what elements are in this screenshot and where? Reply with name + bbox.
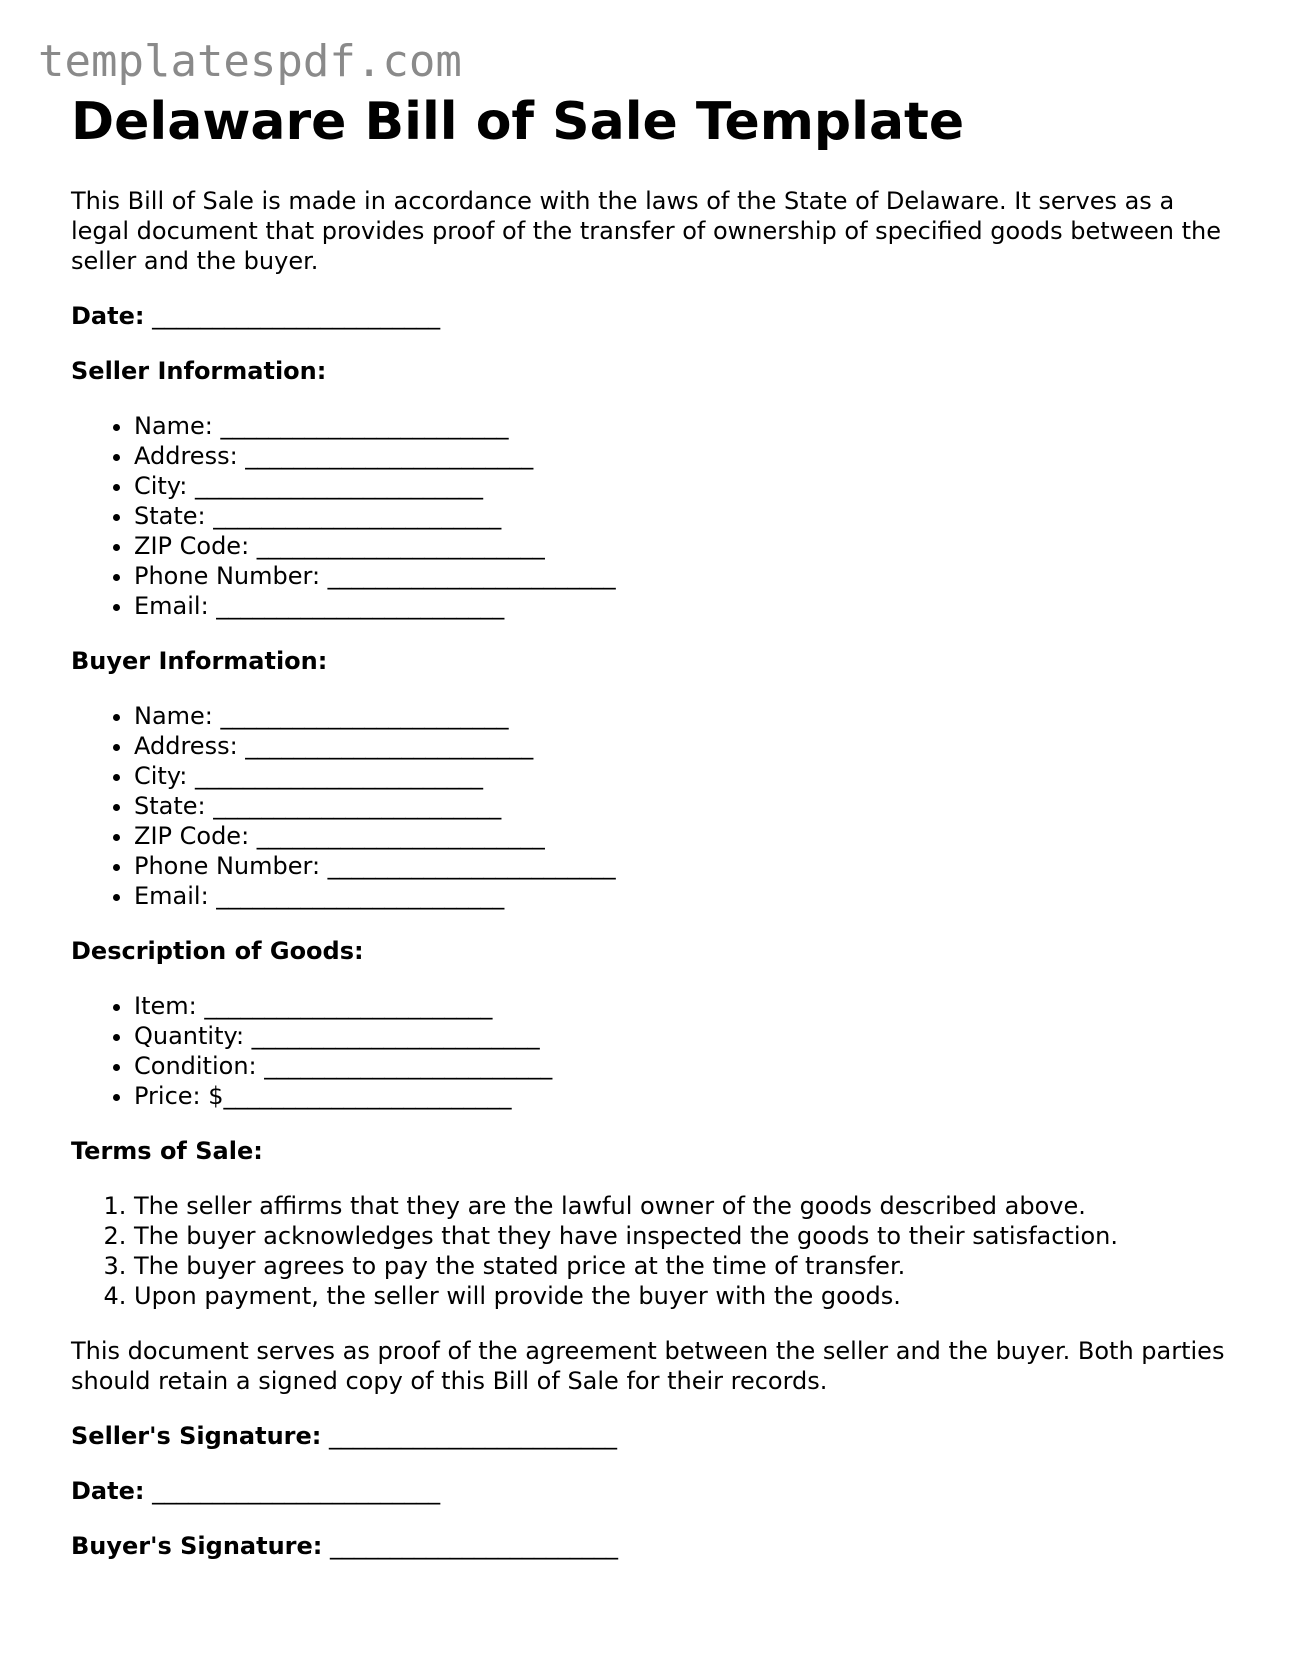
terms-list — [71, 1191, 1231, 1311]
goods-quantity-field: • Quantity: ________________________ — [134, 1021, 1231, 1051]
goods-price-field: • Price: $________________________ — [134, 1081, 1231, 1111]
buyer-address-field: • Address: ________________________ — [134, 731, 1231, 761]
seller-heading: Seller Information: — [71, 357, 327, 385]
terms-item: 4. Upon payment, the seller will provide the buyer with the goods. — [134, 1281, 1231, 1311]
buyer-signature-label: Buyer's Signature: — [71, 1532, 323, 1560]
date-blank: ________________________ — [152, 302, 441, 330]
seller-address-field: • Address: ________________________ — [134, 441, 1231, 471]
buyer-zip-field: • ZIP Code: ________________________ — [134, 821, 1231, 851]
terms-heading: Terms of Sale: — [71, 1137, 263, 1165]
closing-paragraph: This document serves as proof of the agreement between the seller and the buyer. Both parties should retain a signed copy of this Bill of Sale for their records. — [71, 1337, 1225, 1395]
goods-heading: Description of Goods: — [71, 937, 364, 965]
buyer-fields-list — [71, 701, 1231, 911]
goods-fields-list — [71, 991, 1231, 1111]
seller-phone-field: • Phone Number: ________________________ — [134, 561, 1231, 591]
goods-condition-field: • Condition: ________________________ — [134, 1051, 1231, 1081]
seller-zip-field: • ZIP Code: ________________________ — [134, 531, 1231, 561]
terms-item: 3. The buyer agrees to pay the stated price at the time of transfer. — [134, 1251, 1231, 1281]
buyer-signature-blank: ________________________ — [330, 1532, 619, 1560]
terms-item: 1. The seller affirms that they are the lawful owner of the goods described above. — [134, 1191, 1231, 1221]
date-field-bottom — [71, 1476, 1231, 1506]
seller-state-field: • State: ________________________ — [134, 501, 1231, 531]
seller-fields-list — [71, 411, 1231, 621]
terms-item: 2. The buyer acknowledges that they have inspected the goods to their satisfaction. — [134, 1221, 1231, 1251]
seller-signature-label: Seller's Signature: — [71, 1422, 322, 1450]
watermark: templatespdf.com — [38, 36, 462, 87]
seller-signature-field — [71, 1421, 1231, 1451]
date-label: Date: — [71, 302, 145, 330]
seller-name-field: • Name: ________________________ — [134, 411, 1231, 441]
date-label: Date: — [71, 1477, 145, 1505]
buyer-heading: Buyer Information: — [71, 647, 328, 675]
seller-city-field: • City: ________________________ — [134, 471, 1231, 501]
buyer-phone-field: • Phone Number: ________________________ — [134, 851, 1231, 881]
buyer-email-field: • Email: ________________________ — [134, 881, 1231, 911]
page-title: Delaware Bill of Sale Template — [71, 92, 965, 152]
date-field-top — [71, 301, 1231, 331]
seller-signature-blank: ________________________ — [329, 1422, 617, 1450]
intro-paragraph: This Bill of Sale is made in accordance with the laws of the State of Delaware. It serves as a legal document that provides proof of the transfer of ownership of specified goods between the seller and the buyer. — [71, 187, 1222, 275]
date-blank: ________________________ — [152, 1477, 441, 1505]
seller-email-field: • Email: ________________________ — [134, 591, 1231, 621]
buyer-city-field: • City: ________________________ — [134, 761, 1231, 791]
buyer-name-field: • Name: ________________________ — [134, 701, 1231, 731]
buyer-state-field: • State: ________________________ — [134, 791, 1231, 821]
goods-item-field: • Item: ________________________ — [134, 991, 1231, 1021]
buyer-signature-field — [71, 1531, 1231, 1561]
document-page — [71, 92, 1231, 1561]
